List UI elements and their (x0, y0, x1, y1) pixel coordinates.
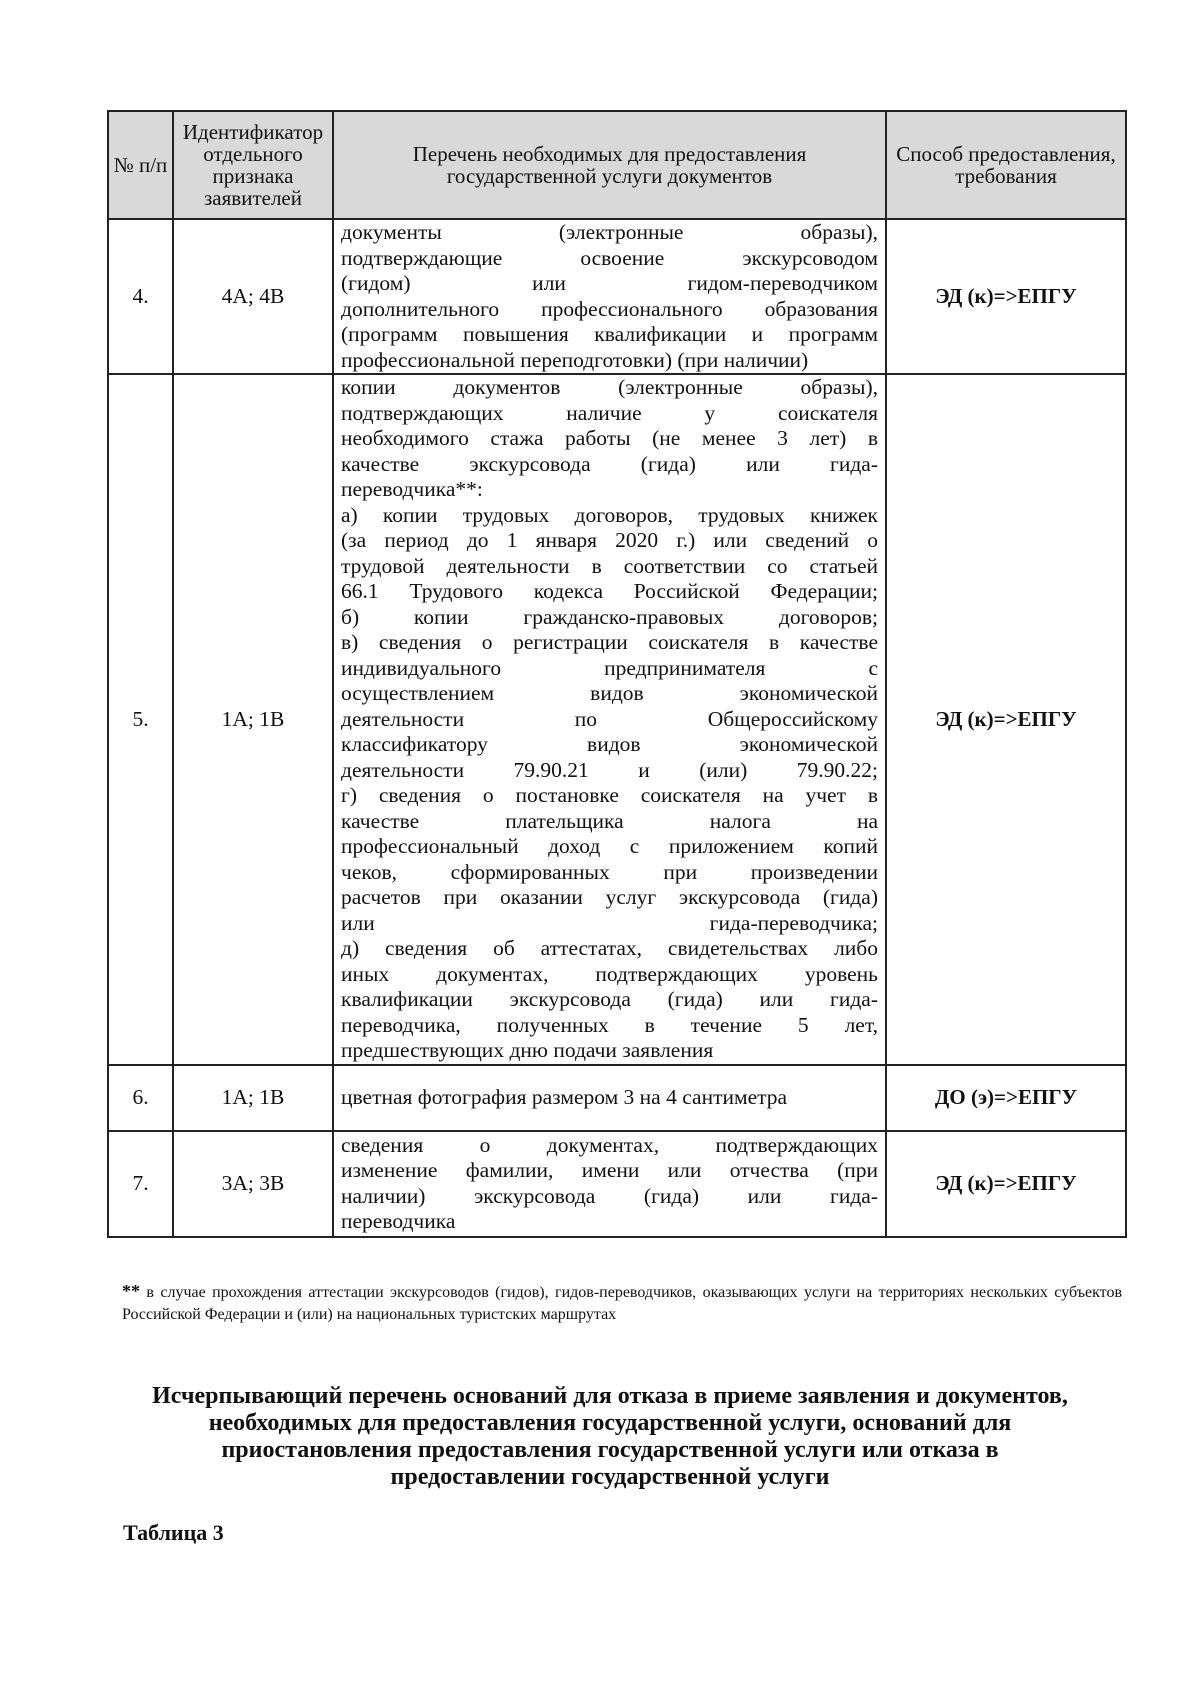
footnote-mark: ** (122, 1281, 140, 1301)
document-line: (программ повышения квалификации и программ (341, 322, 878, 346)
document-line: расчетов при оказании услуг экскурсовода (гида) (341, 885, 878, 909)
row-number: 7. (108, 1131, 173, 1237)
row-number: 4. (108, 219, 173, 374)
document-line: предшествующих дню подачи заявления (341, 1038, 714, 1062)
table-header-row (108, 111, 1126, 219)
documents-text (333, 219, 886, 374)
document-line: подтверждающих наличие у соискателя (341, 400, 878, 425)
section-title: Исчерпывающий перечень оснований для отказа в приеме заявления и документов, необходимых для предоставления государственной услуги, оснований для приостановления предоставления государственной услуги или отказа в предоставлении государственной услуги (152, 1383, 1068, 1490)
submission-method: ЭД (к)=>ЕПГУ (886, 374, 1126, 1065)
submission-method: ЭД (к)=>ЕПГУ (886, 1131, 1126, 1237)
document-line: документы (электронные образы), (341, 220, 878, 244)
document-line: или гида-переводчика; (341, 910, 878, 935)
applicant-id: 1А; 1В (173, 1065, 333, 1131)
document-line: (за период до 1 января 2020 г.) или сведений о (341, 528, 878, 552)
document-line: переводчика**: (341, 477, 483, 501)
document-line: деятельности 79.90.21 и (или) 79.90.22; (341, 757, 878, 782)
header-documents: Перечень необходимых для предоставления государственной услуги документов (333, 111, 886, 219)
document-line: в) сведения о регистрации соискателя в качестве (341, 630, 878, 654)
documents-text (333, 1131, 886, 1237)
table-row (108, 1065, 1126, 1131)
row-number: 5. (108, 374, 173, 1065)
document-line: переводчика (341, 1209, 456, 1233)
applicant-id: 3А; 3В (173, 1131, 333, 1237)
header-applicant-id: Идентификатор отдельного признака заявителей (173, 111, 333, 219)
applicant-id: 1А; 1В (173, 374, 333, 1065)
document-line: деятельности по Общероссийскому (341, 706, 878, 731)
document-line: сведения о документах, подтверждающих (341, 1132, 878, 1157)
row-number: 6. (108, 1065, 173, 1131)
document-line: 66.1 Трудового кодекса Российской Федерации; (341, 579, 878, 603)
header-num: № п/п (108, 111, 173, 219)
document-line: копии документов (электронные образы), (341, 375, 878, 399)
document-line: подтверждающие освоение экскурсоводом (341, 245, 878, 270)
document-line: профессиональной переподготовки) (при наличии) (341, 347, 809, 372)
documents-text (333, 1065, 886, 1131)
document-line: д) сведения об аттестатах, свидетельствах либо (341, 936, 878, 960)
document-line: (гидом) или гидом-переводчиком (341, 271, 878, 295)
table-row (108, 1131, 1126, 1237)
submission-method: ДО (э)=>ЕПГУ (886, 1065, 1126, 1131)
table-row (108, 219, 1126, 374)
document-line: индивидуального предпринимателя с (341, 655, 878, 680)
document-line: качестве плательщика налога на (341, 808, 878, 833)
table-label: Таблица 3 (123, 1520, 224, 1545)
table-body (108, 219, 1126, 1237)
document-line: а) копии трудовых договоров, трудовых книжек (341, 502, 878, 527)
document-line: дополнительного профессионального образования (341, 296, 878, 321)
footnote-text: в случае прохождения аттестации экскурсоводов (гидов), гидов-переводчиков, оказывающих услуги на территориях нескольких субъектов Российской Федерации и (или) на национальных туристских маршрутах (122, 1284, 1123, 1323)
document-line: квалификации экскурсовода (гида) или гида- (341, 987, 878, 1011)
documents-text (333, 374, 886, 1065)
document-line: изменение фамилии, имени или отчества (при (341, 1158, 878, 1182)
document-line: классификатору видов экономической (341, 732, 878, 756)
documents-table (107, 110, 1127, 1238)
document-line: г) сведения о постановке соискателя на учет в (341, 783, 878, 807)
document-line: качестве экскурсовода (гида) или гида- (341, 451, 878, 476)
document-line: иных документах, подтверждающих уровень (341, 961, 878, 986)
document-line: осуществлением видов экономической (341, 681, 878, 705)
header-method: Способ предоставления, требования (886, 111, 1126, 219)
footnote (122, 1280, 1122, 1326)
document-line: переводчика, полученных в течение 5 лет, (341, 1012, 878, 1037)
table-row (108, 374, 1126, 1065)
document-line: трудовой деятельности в соответствии со статьей (341, 553, 878, 578)
document-line: необходимого стажа работы (не менее 3 лет) в (341, 426, 878, 450)
applicant-id: 4А; 4В (173, 219, 333, 374)
document-line: цветная фотография размером 3 на 4 сантиметра (341, 1084, 788, 1109)
document-line: наличии) экскурсовода (гида) или гида- (341, 1183, 878, 1208)
submission-method: ЭД (к)=>ЕПГУ (886, 219, 1126, 374)
document-line: чеков, сформированных при произведении (341, 859, 878, 884)
document-line: профессиональный доход с приложением копий (341, 834, 878, 858)
document-line: б) копии гражданско-правовых договоров; (341, 604, 878, 629)
